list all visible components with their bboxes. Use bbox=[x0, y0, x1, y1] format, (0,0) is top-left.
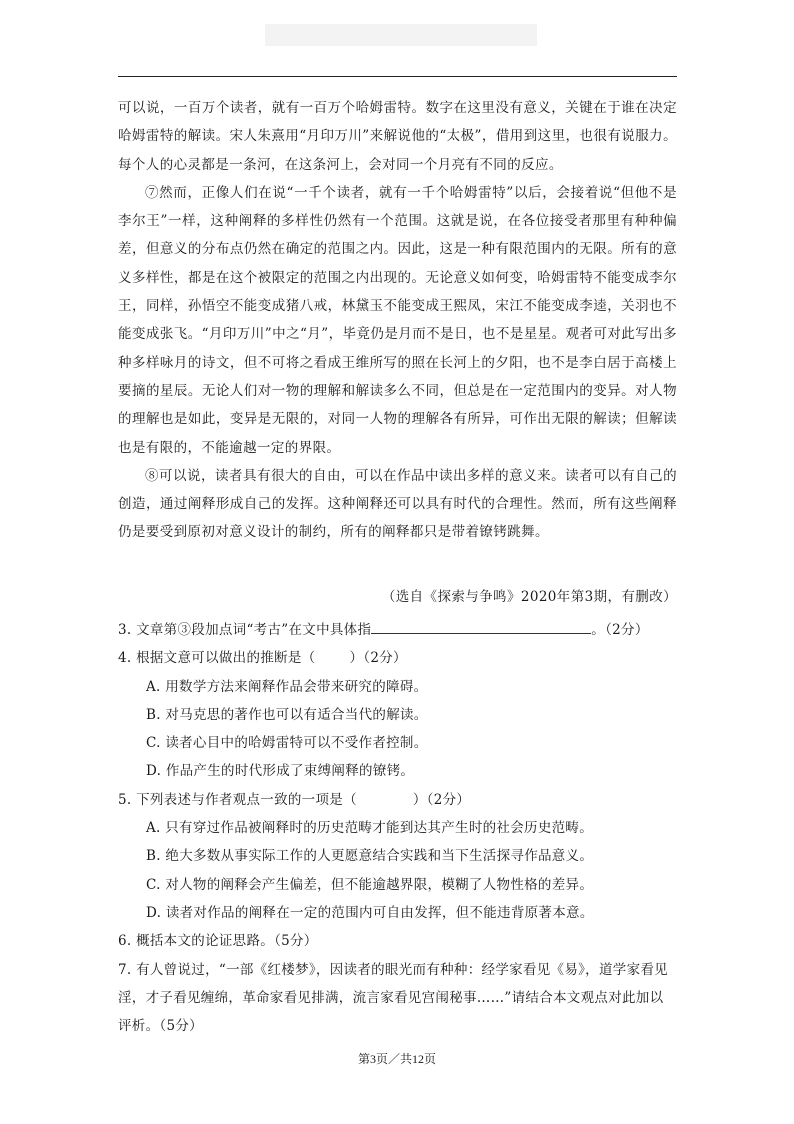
paragraph-continuation: 可以说，一百万个读者，就有一百万个哈姆雷特。数字在这里没有意义，关键在于谁在决定哈姆雷特的解读。宋人朱熹用“月印万川”来解说他的“太极”，借用到这里，也很有说服力。每个人的心灵都是一条河，在这条河上，会对同一个月亮有不同的反应。 bbox=[118, 100, 677, 173]
header-rule bbox=[118, 76, 677, 77]
option-5b: B. 绝大多数从事实际工作的人更愿意结合实践和当下生活探寻作品意义。 bbox=[146, 848, 594, 865]
questions bbox=[118, 616, 677, 1040]
passage bbox=[118, 94, 677, 547]
question-7: 7. 有人曾说过，“一部《红楼梦》，因读者的眼光而有种种：经学家看见《易》，道学家看见淫，才子看见缠绵，革命家看见排满，流言家看见宫闱秘事……”请结合本文观点对此加以评析。（5分） bbox=[118, 961, 668, 1035]
paragraph-8: ⑧可以说，读者具有很大的自由，可以在作品中读出多样的意义来。读者可以有自己的创造，通过阐释形成自己的发挥。这种阐释还可以具有时代的合理性。然而，所有这些阐释仍是要受到原初对意义设计的制约，所有的阐释都只是带着镣铐跳舞。 bbox=[118, 467, 677, 541]
answer-blank[interactable] bbox=[371, 619, 591, 634]
question-5: 5. 下列表述与作者观点一致的一项是（ ）（2分） bbox=[118, 791, 471, 808]
option-5a: A. 只有穿过作品被阐释时的历史范畴才能到达其产生时的社会历史范畴。 bbox=[146, 820, 594, 837]
option-4a: A. 用数学方法来阐释作品会带来研究的障碍。 bbox=[146, 678, 428, 695]
question-4: 4. 根据文意可以做出的推断是（ ）（2分） bbox=[118, 650, 407, 667]
source-citation: （选自《探索与争鸣》2020年第3期，有删改） bbox=[381, 589, 677, 605]
option-4d: D. 作品产生的时代形成了束缚阐释的镣铐。 bbox=[146, 763, 415, 780]
option-4c: C. 读者心目中的哈姆雷特可以不受作者控制。 bbox=[146, 735, 428, 752]
question-3: 3. 文章第③段加点词“考古”在文中具体指 。（2分） bbox=[118, 616, 677, 644]
option-5d: D. 读者对作品的阐释在一定的范围内可自由发挥，但不能违背原著本意。 bbox=[146, 904, 594, 921]
option-5c: C. 对人物的阐释会产生偏差，但不能逾越界限，模糊了人物性格的差异。 bbox=[146, 876, 594, 893]
page-number: 第3页／共12页 bbox=[357, 1052, 436, 1066]
option-4b: B. 对马克思的著作也可以有适合当代的解读。 bbox=[146, 706, 428, 723]
header-blank-bar bbox=[265, 24, 537, 46]
question-6: 6. 概括本文的论证思路。（5分） bbox=[118, 933, 318, 950]
paragraph-7: ⑦然而，正像人们在说“一千个读者，就有一千个哈姆雷特”以后，会接着说“但他不是李尔王”一样，这种阐释的多样性仍然有一个范围。这就是说，在各位接受者那里有种种偏差，但意义的分布点仍然在确定的范围之内。因此，这是一种有限范围内的无限。所有的意义多样性，都是在这个被限定的范围之内出现的。无论意义如何变，哈姆雷特不能变成李尔王，同样，孙悟空不能变成猪八戒，林黛玉不能变成王熙凤，宋江不能变成李逵，关羽也不能变成张飞。“月印万川”中之“月”，毕竟仍是月而不是日，也不是星星。观者可对此写出多种多样咏月的诗文，但不可将之看成王维所写的照在长河上的夕阳，也不是李白居于高楼上要摘的星辰。无论人们对一物的理解和解读多么不同，但总是在一定范围内的变异。对人物的理解也是如此，变异是无限的，对同一人物的理解各有所异，可作出无限的解读；但解读也是有限的，不能逾越一定的界限。 bbox=[118, 184, 677, 456]
